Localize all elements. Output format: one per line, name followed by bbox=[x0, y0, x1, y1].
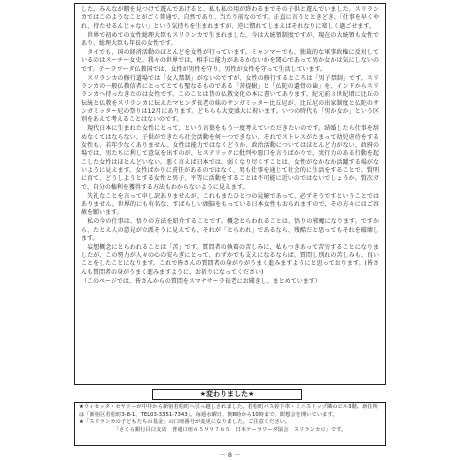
notice-body bbox=[74, 402, 386, 446]
article-paragraph: スリランカの修行道場では「女人禁制」がないのですが、女性の修行するところは「男子禁制」です。スリランカの一般仏教信者にとってとても聖なるものである「菩提樹」と「仏陀の遺骨の歯」を、インドからスリランカへ持ったきたのは女性です。このことは昔の仏教文化の本に書いてあります。紀元前３世紀頃に比丘の伝統と仏教をスリランカに伝えたマヒンダ長老の妹のサンガミッター比丘尼が、比丘尼の出家制度と仏陀のサンガミッター尼の祭りは12月にあります。どちらも大変盛大に祝います。いつの時代も「男か女か」という区別をあえて考えることはないのです。 bbox=[81, 74, 379, 124]
article-paragraph: タイでも、国の経済活動のほとんどを女性が行っています。ミャンマーでも、独裁的な軍事政権に反対しているのはスーチー女史。我々の世界では、相手に能力があるかないかを関心であって男か女かは気にしないのです。テーラワーダ仏教国では、女性が男性を守り、男性が女性を守って生活しています。 bbox=[81, 48, 379, 73]
article-paragraph: 私の今の仕事は、悟りの方法を紹介することです。概念とらわれることは、悟りの邪魔になります。ですから、たとえ人の意見が立派そうに見えても、それが「とらわれ」であるなら、残酷だと思ってもそれを破壊します。 bbox=[81, 218, 379, 242]
article-closing-note: （このページでは、皆さんからの質問をスマナサーラ長老にお聞きし、まとめています） bbox=[81, 277, 321, 285]
notice-line-address-change: ★ウィセッタ・セヤドーが中井から新宿若松町へ引っ越しされました。若松町バス停下車・ミニストップ隣のビル3階。新住所は「新宿区若松町3-8-1、TEL03-3351-7343」。毎週水曜日、朝8時から10時まで、瞑想会を開いています。 bbox=[79, 404, 378, 418]
article-body bbox=[75, 4, 385, 286]
notice-box bbox=[74, 389, 386, 453]
article-paragraph: 失礼なことを言って申し訳ありませんが、これもまたひとつの見解であって、必ずそうですということではありません。世界的にも有名な、すばらしい頭脳をもっている日本女性もおられますので、その方々にはご容赦を願います。 bbox=[81, 192, 379, 217]
page-number: － 8 － bbox=[219, 451, 241, 459]
article-paragraph: した。みんなが暇を見つけて遊んであげると、私も私の用が終わるまでその子供と遊んでいました。スリランカではこのようなことがごく普通で、自然であり、当たり前なのです。正直に言うとときどき、「仕事を早くやれ、待たせるんじゃない」という気持ちを生まれますが、逆に慣れてしまえばそれなりに楽しく過ごせます。 bbox=[81, 6, 379, 30]
notice-title: ★変わりました★ bbox=[152, 389, 302, 400]
article-paragraph: 妄想概念にとらわれることは「苦」です。質問者の執着の苦しみに、私もつきあって苦労することになりましたが、この努力が人々の心の安らぎにとって、わずかでも支えになるならば、質問し別れの苦しみも、良いことをしたことになります。これで皆さんの質問者の身がりがうまく進みますようにと思っております。(皆さんも質問者の身がうまく進みますように、お祈りになってください) bbox=[81, 243, 379, 276]
notice-line-account-change: ★「スリランカの子どもたちの基金」の口座番号が変更になりました。ご注意ください。 bbox=[79, 419, 291, 426]
article-frame bbox=[74, 3, 386, 385]
article-paragraph: 世界で初めての女性総理大臣もスリランカで生まれました。今は大統領制度ですが、現在の大統領も女性であり、総理大臣も年長の女性です。 bbox=[81, 31, 379, 47]
article-paragraph: 現代日本に生まれた女性にとって、という言葉をもう一度考えていただきたいのです。結婚したら仕事を辞めなくてはならない、子供ができたら社会活動を何一つできない、それでストレスがたまって幼児虐待をする女性も、若年少なくありません。女性は能力ではなくどうか、政治活動についてはほとんど力がない、政府の場では、男たちに利して意気を出すのが、ヒステリックに批判や悪口を言うばかりで、実行力のある行動を起こした女性はほとんどいない。悪く言えば日本では、弱くなり尽くすことは、女性がなかなか活躍する場がないように見えます。女性ばかりに責任があるのではなく、男も仕事を通じて社会的に生活をすることで、賢明に育て、どうしようとする女性と男子、平等に活動をすることは不可能に近いのではないでしょうか。賢次ガで、自分の権利を獲得する方法もわからないように見えます。 bbox=[81, 125, 379, 191]
notice-line-account-details: 「さくら銀行目白支店 普通口座６５９９７６５ 日本テーラワーダ協会 スリランカロ」です。 bbox=[113, 426, 347, 433]
